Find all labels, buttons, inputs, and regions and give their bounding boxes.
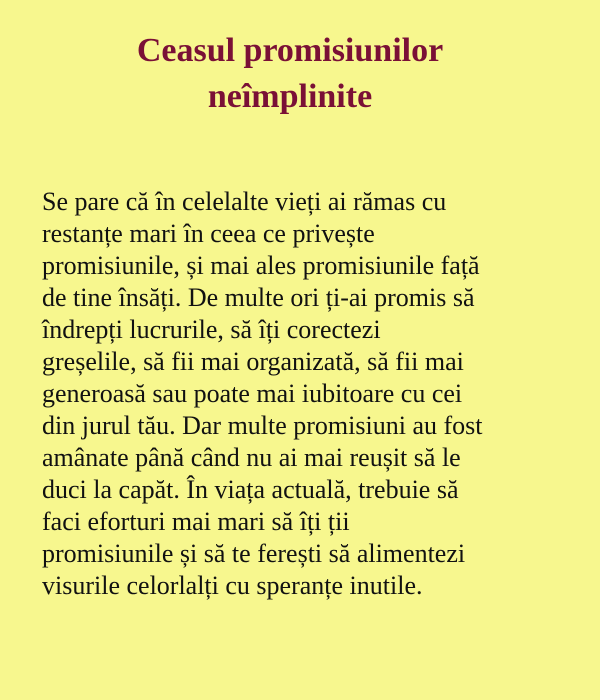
body-line: îndrepți lucrurile, să îți corectezi — [42, 315, 381, 344]
body-line: amânate până când nu ai mai reușit să le — [42, 443, 461, 472]
body-line: promisiunile și să te ferești să alimentezi — [42, 539, 466, 568]
body-line: visurile celorlalți cu speranțe inutile. — [42, 571, 423, 600]
title-line-1: Ceasul promisiunilor — [136, 32, 444, 69]
body-line: greșelile, să fii mai organizată, să fii mai — [42, 347, 464, 376]
page-title — [0, 28, 580, 120]
body-line: de tine însăți. De multe ori ți-ai promis să — [42, 283, 475, 312]
body-line: restanțe mari în ceea ce privește — [42, 219, 375, 248]
body-line: promisiunile, și mai ales promisiunile față — [42, 251, 480, 280]
body-line: generoasă sau poate mai iubitoare cu cei — [42, 379, 463, 408]
body-line: duci la capăt. În viața actuală, trebuie să — [42, 475, 459, 504]
body-line: Se pare că în celelalte vieți ai rămas cu — [42, 187, 447, 216]
body-line: din jurul tău. Dar multe promisiuni au fost — [42, 411, 483, 440]
title-line-2: neîmplinite — [207, 78, 373, 115]
body-line: faci eforturi mai mari să îți ții — [42, 507, 350, 536]
body-paragraph — [42, 186, 572, 602]
